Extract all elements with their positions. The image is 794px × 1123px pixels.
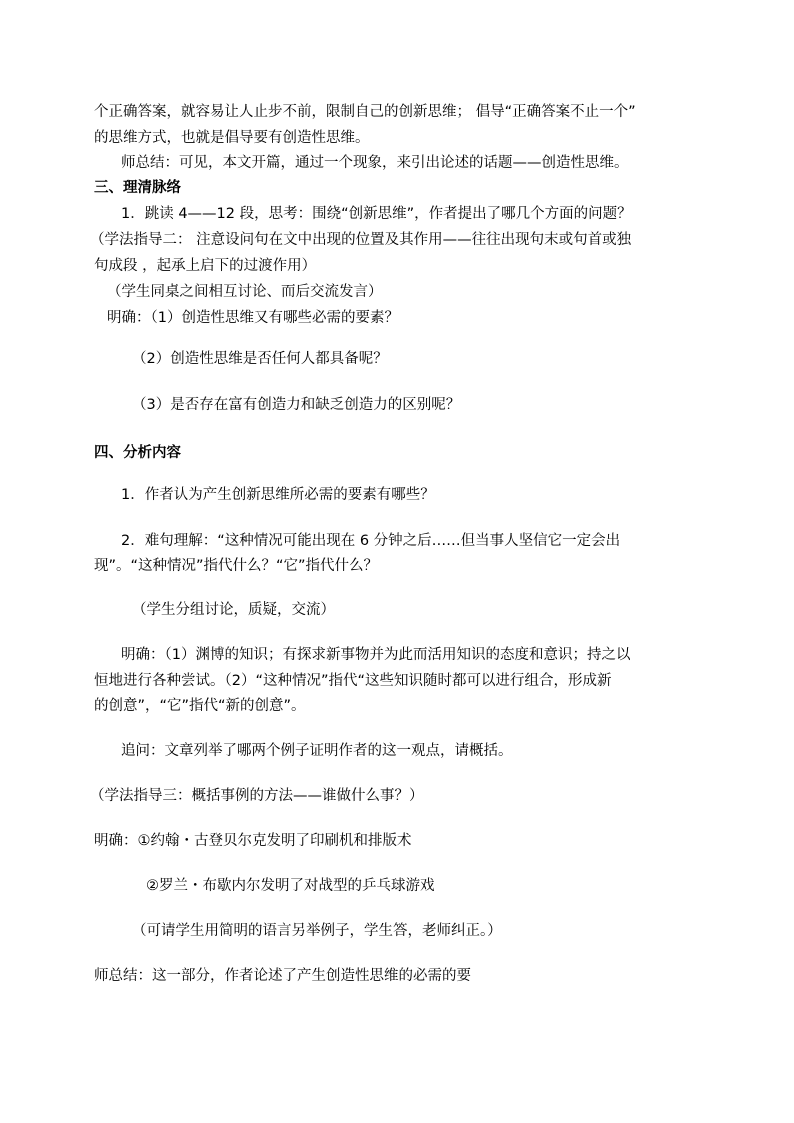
text-line: （学法指导二： 注意设问句在文中出现的位置及其作用——往往出现句末或句首或独 (90, 232, 632, 248)
text-line: 1．作者认为产生创新思维所必需的要素有哪些？ (121, 487, 435, 503)
text-line: 明确：（1）创造性思维又有哪些必需的要素？ (107, 310, 399, 326)
text-line: （3）是否存在富有创造力和缺乏创造力的区别呢？ (132, 397, 461, 413)
text-line: 个正确答案，就容易让人止步不前，限制自己的创新思维； 倡导“正确答案不止一个” (94, 104, 636, 120)
text-line: 现”。“这种情况”指代什么？“它”指代什么？ (94, 558, 379, 574)
text-line: （可请学生用简明的语言另举例子，学生答，老师纠正。） (132, 923, 502, 939)
text-line: 2．难句理解：“这种情况可能出现在 6 分钟之后……但当事人坚信它一定会出 (121, 533, 621, 549)
text-line: 1．跳读 4——12 段，思考：围绕“创新思维”，作者提出了哪几个方面的问题？ (121, 206, 632, 222)
text-line: 的创意”，“它”指代“新的创意”。 (94, 698, 306, 714)
text-line: （学生同桌之间相互讨论、而后交流发言） (107, 284, 383, 300)
text-line: ②罗兰・布歇内尔发明了对战型的乒乓球游戏 (146, 878, 435, 894)
text-line: 师总结：这一部分，作者论述了产生创造性思维的必需的要 (94, 968, 471, 984)
text-line: （2）创造性思维是否任何人都具备呢？ (132, 351, 388, 367)
section-heading: 三、理清脉络 (94, 180, 181, 196)
text-line: 的思维方式，也就是倡导要有创造性思维。 (94, 130, 370, 146)
text-line: 明确：（1）渊博的知识；有探求新事物并为此而活用知识的态度和意识；持之以 (121, 647, 631, 663)
text-line: （学生分组讨论，质疑，交流） (132, 602, 335, 618)
text-line: 师总结：可见，本文开篇，通过一个现象，来引出论述的话题——创造性思维。 (121, 155, 629, 171)
text-line: 恒地进行各种尝试。（2）“这种情况”指代“这些知识随时都可以进行组合，形成新 (94, 673, 612, 689)
text-line: 追问：文章列举了哪两个例子证明作者的这一观点，请概括。 (121, 743, 513, 759)
text-line: 句成段 ，起承上启下的过渡作用） (94, 258, 317, 274)
section-heading: 四、分析内容 (94, 445, 181, 461)
text-line: 明确：①约翰・古登贝尔克发明了印刷机和排版术 (94, 833, 412, 849)
text-line: （学法指导三：概括事例的方法——谁做什么事？） (90, 788, 424, 804)
